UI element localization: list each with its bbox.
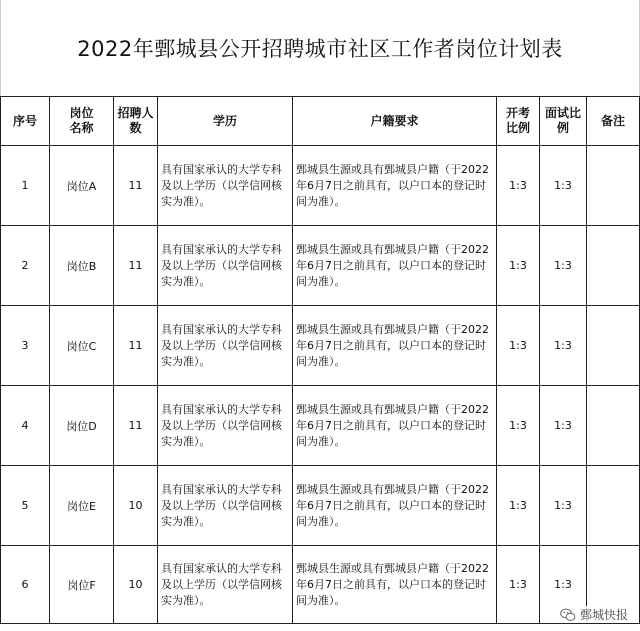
cell-education: 具有国家承认的大学专科及以上学历（以学信网核实为准）。 (158, 226, 293, 306)
cell-education: 具有国家承认的大学专科及以上学历（以学信网核实为准）。 (158, 146, 293, 226)
cell-education: 具有国家承认的大学专科及以上学历（以学信网核实为准）。 (158, 546, 293, 624)
position-plan-table (0, 96, 640, 624)
header-count: 招聘人 数 (114, 97, 158, 146)
cell-household: 鄄城县生源或具有鄄城县户籍（于2022年6月7日之前具有，以户口本的登记时间为准）。 (293, 546, 497, 624)
document-title: 2022年鄄城县公开招聘城市社区工作者岗位计划表 (0, 0, 640, 96)
cell-no: 3 (1, 306, 50, 386)
cell-count: 10 (114, 546, 158, 624)
cell-count: 11 (114, 386, 158, 466)
cell-interview: 1:3 (540, 226, 587, 306)
header-no: 序号 (1, 97, 50, 146)
table-row (1, 306, 640, 386)
watermark (558, 606, 630, 623)
cell-education: 具有国家承认的大学专科及以上学历（以学信网核实为准）。 (158, 306, 293, 386)
cell-position: 岗位B (50, 226, 114, 306)
cell-interview: 1:3 (540, 546, 587, 624)
header-interview: 面试比 例 (540, 97, 587, 146)
cell-position: 岗位E (50, 466, 114, 546)
cell-no: 1 (1, 146, 50, 226)
cell-education: 具有国家承认的大学专科及以上学历（以学信网核实为准）。 (158, 466, 293, 546)
cell-ratio: 1:3 (497, 466, 540, 546)
cell-count: 11 (114, 306, 158, 386)
table-row (1, 146, 640, 226)
cell-position: 岗位A (50, 146, 114, 226)
cell-position: 岗位C (50, 306, 114, 386)
cell-remark (587, 146, 640, 226)
cell-household: 鄄城县生源或具有鄄城县户籍（于2022年6月7日之前具有，以户口本的登记时间为准）。 (293, 146, 497, 226)
cell-count: 11 (114, 146, 158, 226)
cell-count: 11 (114, 226, 158, 306)
table-row (1, 466, 640, 546)
cell-ratio: 1:3 (497, 226, 540, 306)
header-ratio: 开考 比例 (497, 97, 540, 146)
wechat-icon (560, 608, 576, 622)
header-household: 户籍要求 (293, 97, 497, 146)
cell-position: 岗位F (50, 546, 114, 624)
header-position: 岗位 名称 (50, 97, 114, 146)
cell-remark (587, 306, 640, 386)
cell-interview: 1:3 (540, 466, 587, 546)
cell-education: 具有国家承认的大学专科及以上学历（以学信网核实为准）。 (158, 386, 293, 466)
table-row (1, 226, 640, 306)
cell-household: 鄄城县生源或具有鄄城县户籍（于2022年6月7日之前具有，以户口本的登记时间为准）。 (293, 306, 497, 386)
cell-interview: 1:3 (540, 306, 587, 386)
cell-no: 4 (1, 386, 50, 466)
cell-remark (587, 466, 640, 546)
watermark-text: 鄄城快报 (579, 608, 628, 622)
cell-household: 鄄城县生源或具有鄄城县户籍（于2022年6月7日之前具有，以户口本的登记时间为准）。 (293, 226, 497, 306)
cell-ratio: 1:3 (497, 146, 540, 226)
cell-no: 5 (1, 466, 50, 546)
cell-remark (587, 226, 640, 306)
cell-interview: 1:3 (540, 146, 587, 226)
cell-remark (587, 386, 640, 466)
table-row (1, 546, 640, 624)
header-remark: 备注 (587, 97, 640, 146)
table-row (1, 386, 640, 466)
table-header-row (1, 97, 640, 146)
cell-no: 6 (1, 546, 50, 624)
cell-ratio: 1:3 (497, 306, 540, 386)
cell-no: 2 (1, 226, 50, 306)
cell-ratio: 1:3 (497, 386, 540, 466)
cell-interview: 1:3 (540, 386, 587, 466)
cell-household: 鄄城县生源或具有鄄城县户籍（于2022年6月7日之前具有，以户口本的登记时间为准）。 (293, 466, 497, 546)
header-education: 学历 (158, 97, 293, 146)
cell-count: 10 (114, 466, 158, 546)
cell-ratio: 1:3 (497, 546, 540, 624)
cell-household: 鄄城县生源或具有鄄城县户籍（于2022年6月7日之前具有，以户口本的登记时间为准）。 (293, 386, 497, 466)
cell-position: 岗位D (50, 386, 114, 466)
